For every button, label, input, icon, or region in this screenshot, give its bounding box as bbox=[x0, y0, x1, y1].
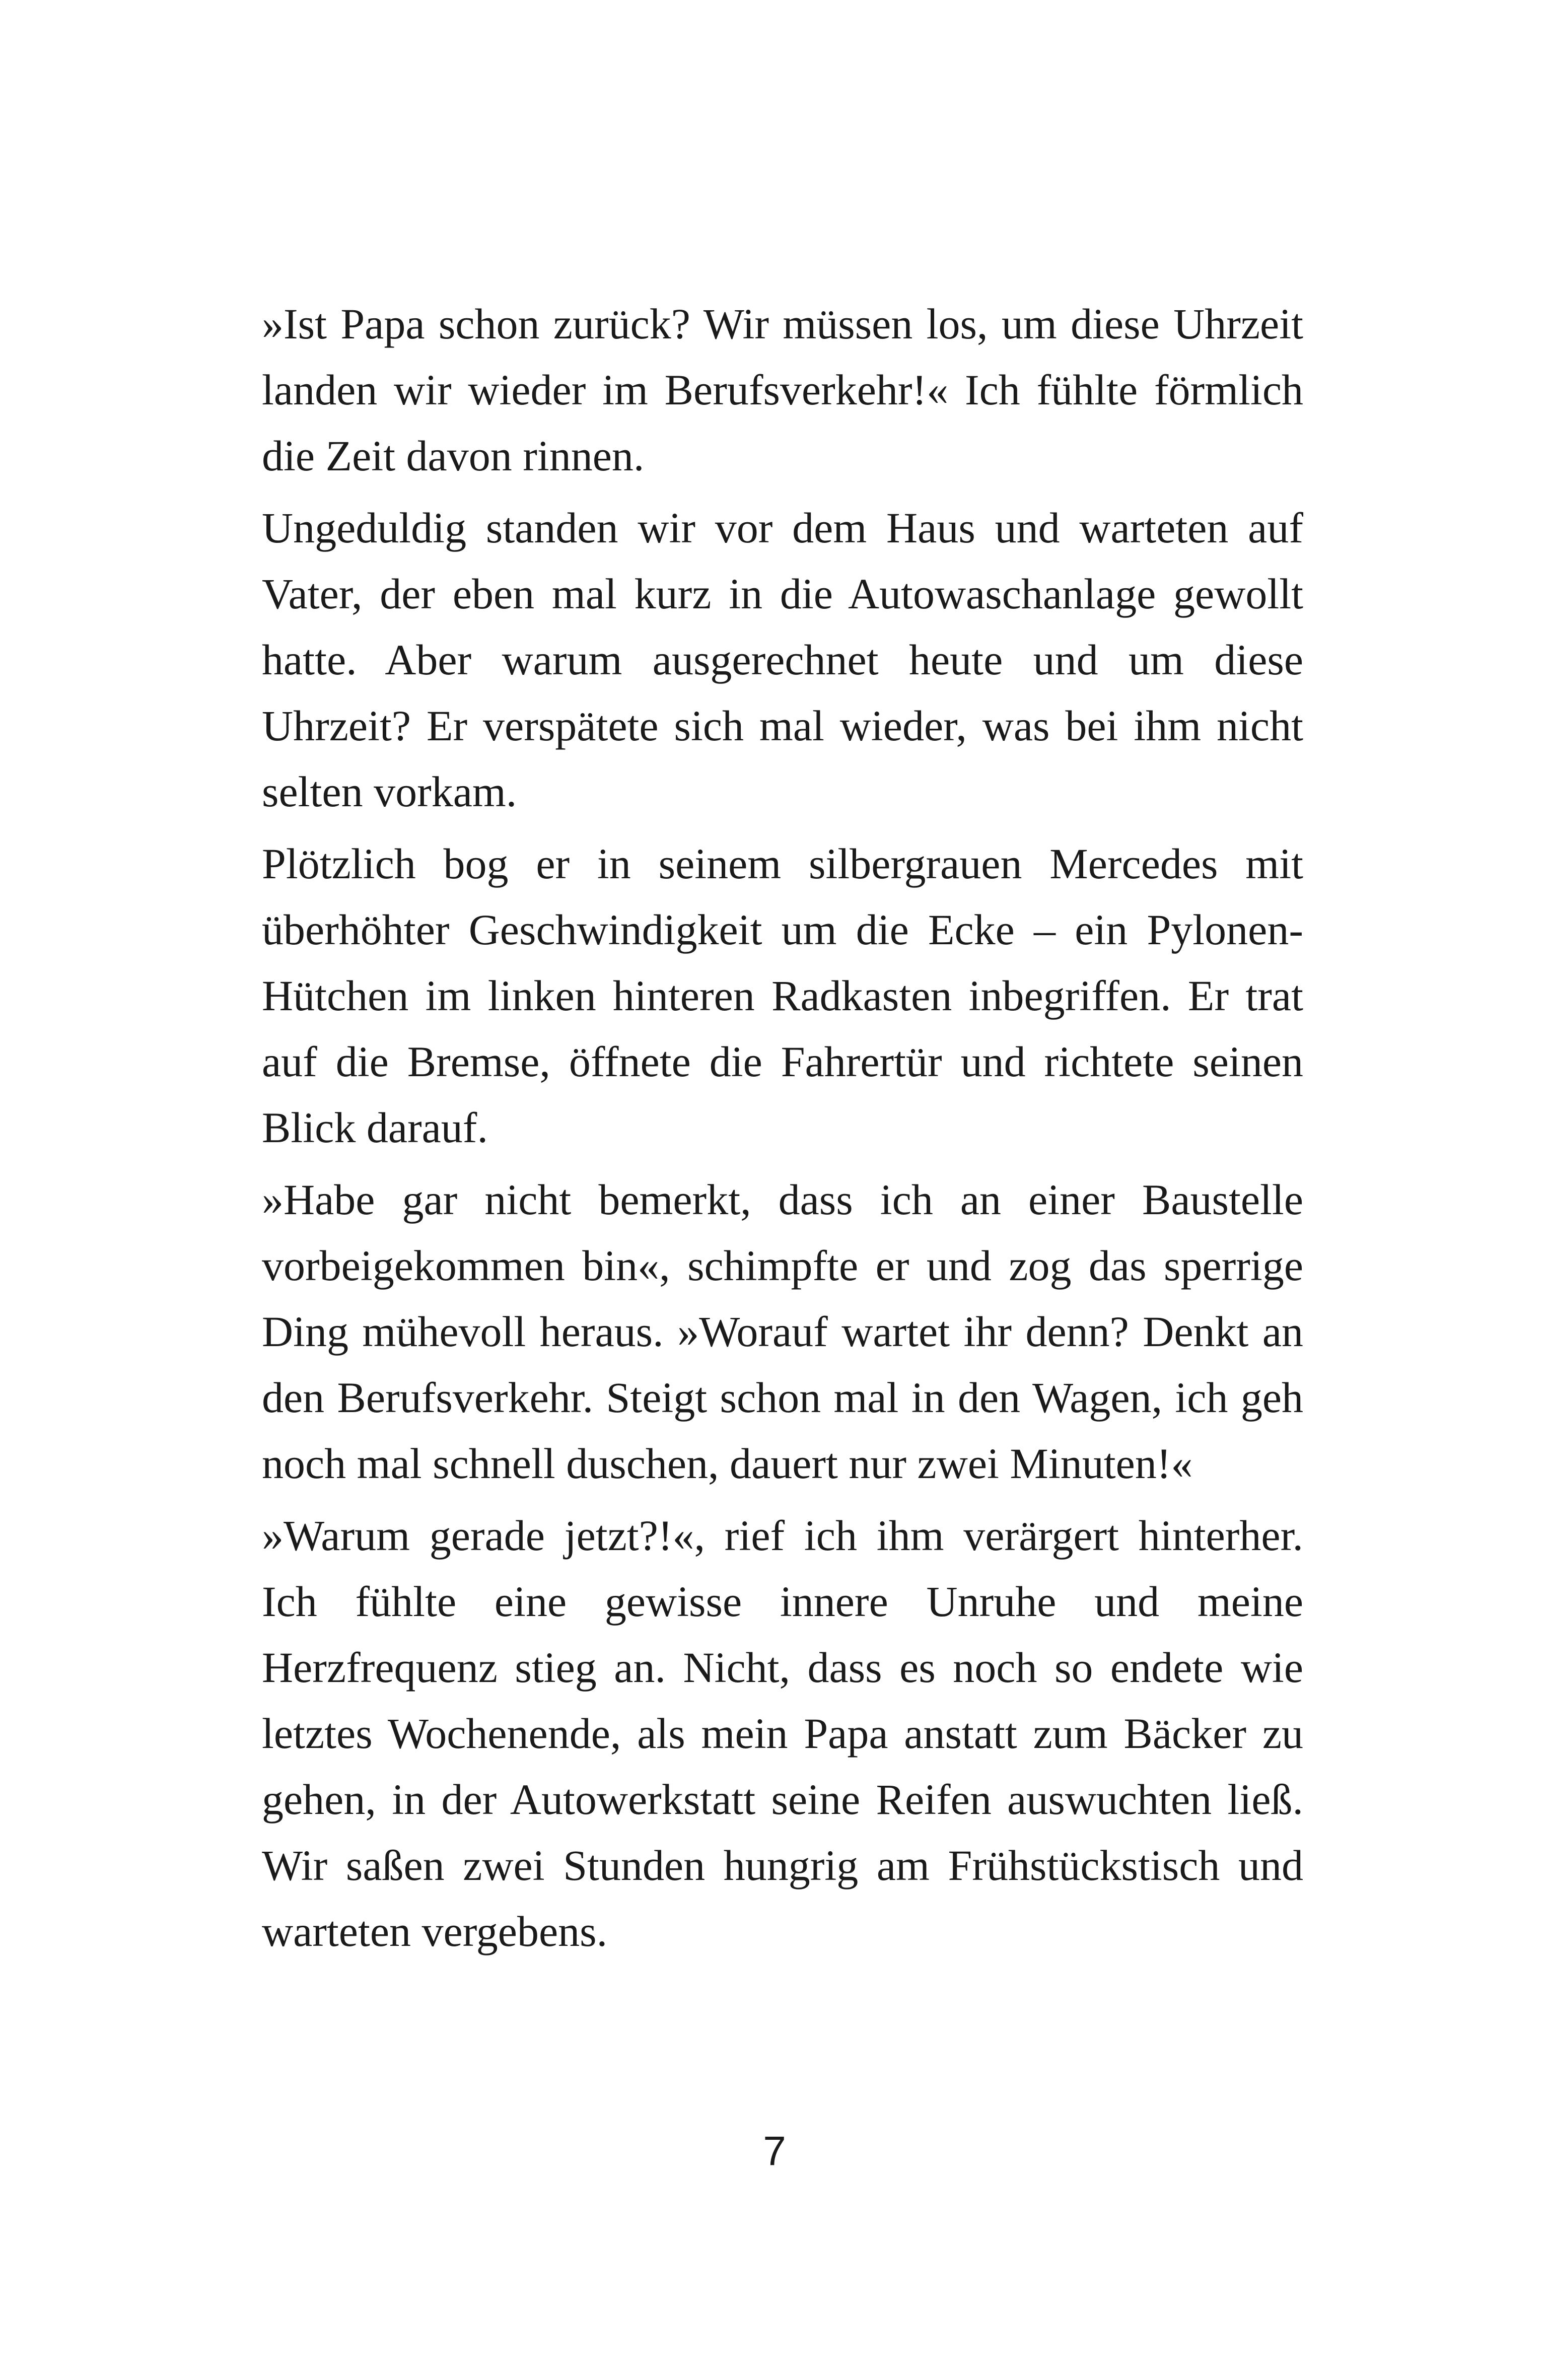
body-text bbox=[262, 291, 1303, 1971]
page-number: 7 bbox=[763, 2128, 786, 2174]
paragraph-5: »Warum gerade jetzt?!«, rief ich ihm verärgert hinterher. Ich fühlte eine gewisse innere Unruhe und meine Herzfrequenz stieg an. Nicht, dass es noch so endete wie letztes Wochenende, als mein Papa anstatt zum Bäcker zu gehen, in der Autowerkstatt seine Reifen auswuchten ließ. Wir saßen zwei Stunden hungrig am Frühstückstisch und warteten vergebens. bbox=[262, 1511, 1303, 1955]
paragraph-1: »Ist Papa schon zurück? Wir müssen los, um diese Uhrzeit landen wir wieder im Berufsverkehr!« Ich fühlte förmlich die Zeit davon rinnen. bbox=[262, 300, 1303, 480]
paragraph-2: Ungeduldig standen wir vor dem Haus und warteten auf Vater, der eben mal kurz in die Autowaschanlage gewollt hatte. Aber warum ausgerechnet heute und um diese Uhrzeit? Er verspätete sich mal wieder, was bei ihm nicht selten vorkam. bbox=[262, 504, 1303, 816]
paragraph-3: Plötzlich bog er in seinem silbergrauen Mercedes mit überhöhter Geschwindigkeit um die Ecke – ein Pylonen-Hütchen im linken hinteren Radkasten inbegriffen. Er trat auf die Bremse, öffnete die Fahrertür und richtete seinen Blick darauf. bbox=[262, 839, 1303, 1152]
paragraph-4: »Habe gar nicht bemerkt, dass ich an einer Baustelle vorbeigekommen bin«, schimpfte er und zog das sperrige Ding mühevoll heraus. »Worauf wartet ihr denn? Denkt an den Berufsverkehr. Steigt schon mal in den Wagen, ich geh noch mal schnell duschen, dauert nur zwei Minuten!« bbox=[262, 1175, 1303, 1488]
